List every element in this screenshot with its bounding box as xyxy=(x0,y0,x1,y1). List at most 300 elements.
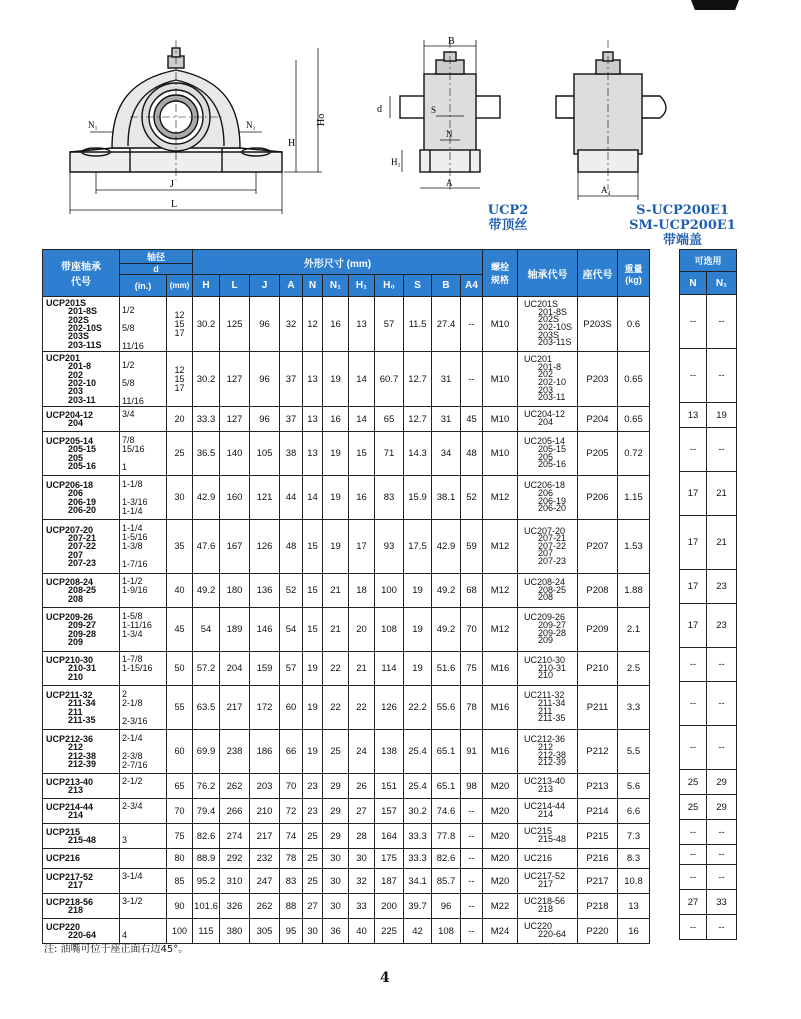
cell-designation xyxy=(43,894,120,919)
cell-n1: 30 xyxy=(323,894,349,919)
cell-h: 79.4 xyxy=(193,799,220,824)
des-line: 213 xyxy=(68,785,84,795)
caption-ucp200e1-model-sm: SM-UCP200E1 xyxy=(629,218,736,233)
side-view-drawing xyxy=(390,40,500,190)
code-line: 202-10S xyxy=(538,322,573,332)
cell-optn1: -- xyxy=(707,682,737,726)
code-line: 220-64 xyxy=(538,929,567,939)
cell-mm xyxy=(167,574,193,608)
cell-inch xyxy=(120,849,167,869)
cell-inch xyxy=(120,869,167,894)
code-line: 210-31 xyxy=(538,662,567,673)
cell-n: 15 xyxy=(303,574,323,608)
cell-bolt: M12 xyxy=(483,608,518,652)
code-line: 201-8 xyxy=(538,361,562,372)
cell-bolt: M24 xyxy=(483,919,518,944)
cell-b: 51.6 xyxy=(432,652,461,686)
inch-line xyxy=(122,454,166,463)
cell-bolt: M20 xyxy=(483,824,518,849)
cell-h0: 60.7 xyxy=(375,352,404,407)
cell-h0: 71 xyxy=(375,432,404,476)
table-row xyxy=(680,726,737,770)
caption-ucp2-model: UCP2 xyxy=(487,203,529,218)
cell-bolt: M10 xyxy=(483,297,518,352)
table-row xyxy=(680,795,737,820)
inch-line: 1-5/16 xyxy=(122,532,148,542)
cell-bearing-code xyxy=(518,774,578,799)
cell-inch xyxy=(120,476,167,520)
cell-n: 25 xyxy=(303,849,323,869)
cell-j: 247 xyxy=(250,869,280,894)
mm-line: 85 xyxy=(174,875,185,886)
mm-line: 35 xyxy=(174,541,185,551)
cell-h1: 17 xyxy=(349,520,375,574)
table-row xyxy=(43,869,650,894)
cell-b: 49.2 xyxy=(432,574,461,608)
mm-line: 12 xyxy=(174,309,185,320)
cell-j: 126 xyxy=(250,520,280,574)
cell-mm xyxy=(167,476,193,520)
des-line: 212-38 xyxy=(68,750,97,761)
cell-inch xyxy=(120,730,167,774)
cell-bolt: M10 xyxy=(483,407,518,432)
code-line: 214 xyxy=(538,809,554,819)
cell-h1: 13 xyxy=(349,297,375,352)
dim-label-h1: H₁ xyxy=(391,157,401,167)
cell-j: 203 xyxy=(250,774,280,799)
footnote: 注: 油嘴可位于座正面右边45°。 xyxy=(44,944,189,955)
table-row xyxy=(43,407,650,432)
cell-optn1: -- xyxy=(707,428,737,472)
cell-housing: P212 xyxy=(578,730,618,774)
cell-s: 42 xyxy=(404,919,432,944)
code-line: 207-22 xyxy=(538,540,567,551)
cell-housing: P203S xyxy=(578,297,618,352)
inch-line xyxy=(122,854,166,863)
cell-h: 76.2 xyxy=(193,774,220,799)
endcap-view-drawing xyxy=(556,40,666,200)
code-line: 217 xyxy=(538,879,554,889)
code-line: UC218-56 xyxy=(524,896,566,907)
cell-l: 189 xyxy=(220,608,250,652)
cell-weight: 3.3 xyxy=(618,686,650,730)
cell-bearing-code xyxy=(518,730,578,774)
cell-a: 74 xyxy=(280,824,303,849)
code-line: 207-21 xyxy=(538,533,567,544)
cell-n: 14 xyxy=(303,476,323,520)
cell-b: 82.6 xyxy=(432,849,461,869)
des-line: 206-19 xyxy=(68,496,97,507)
cell-b: 38.1 xyxy=(432,476,461,520)
cell-n: 19 xyxy=(303,730,323,774)
inch-line xyxy=(122,811,166,820)
cell-housing: P204 xyxy=(578,407,618,432)
cell-h1: 40 xyxy=(349,919,375,944)
cell-designation xyxy=(43,608,120,652)
cell-n1: 19 xyxy=(323,520,349,574)
cell-l: 262 xyxy=(220,774,250,799)
mm-line: 17 xyxy=(174,382,185,393)
cell-optn1: 29 xyxy=(707,770,737,795)
cell-a: 60 xyxy=(280,686,303,730)
des-line: 204 xyxy=(68,418,84,428)
inch-line: 1-3/16 xyxy=(122,496,148,507)
header-col-n1: N₁ xyxy=(323,275,349,297)
cell-a: 83 xyxy=(280,869,303,894)
cell-weight: 0.65 xyxy=(618,407,650,432)
code-line: UC214-44 xyxy=(524,801,566,812)
cell-j: 96 xyxy=(250,407,280,432)
cell-h0: 57 xyxy=(375,297,404,352)
header-inch: (in.) xyxy=(120,275,167,297)
cell-optn: -- xyxy=(680,820,707,845)
cell-mm xyxy=(167,730,193,774)
table-row xyxy=(680,682,737,726)
header-col-b: B xyxy=(432,275,461,297)
des-line: 209-27 xyxy=(68,620,97,631)
cell-a: 44 xyxy=(280,476,303,520)
cell-l: 204 xyxy=(220,652,250,686)
cell-a: 70 xyxy=(280,774,303,799)
des-line: 203-11 xyxy=(68,394,96,405)
cell-n1: 16 xyxy=(323,297,349,352)
des-line: 205 xyxy=(68,452,84,463)
des-line: UCP213-40 xyxy=(46,776,94,787)
cell-housing: P215 xyxy=(578,824,618,849)
cell-l: 217 xyxy=(220,686,250,730)
cell-optn1: -- xyxy=(707,349,737,403)
table-row xyxy=(43,686,650,730)
cell-b: 85.7 xyxy=(432,869,461,894)
table-row xyxy=(43,297,650,352)
cell-j: 96 xyxy=(250,297,280,352)
cell-h: 57.2 xyxy=(193,652,220,686)
cell-designation xyxy=(43,652,120,686)
code-line: 211-34 xyxy=(538,697,566,708)
code-line: UC210-30 xyxy=(524,655,566,666)
caption-ucp200e1 xyxy=(620,203,745,248)
cell-bolt: M12 xyxy=(483,476,518,520)
mm-line: 15 xyxy=(174,373,185,384)
cell-h0: 108 xyxy=(375,608,404,652)
des-line: 206 xyxy=(68,488,84,499)
code-line: 202-10 xyxy=(538,377,567,387)
cell-weight: 0.72 xyxy=(618,432,650,476)
cell-mm xyxy=(167,824,193,849)
cell-j: 186 xyxy=(250,730,280,774)
table-row xyxy=(680,403,737,428)
cell-a: 37 xyxy=(280,407,303,432)
cell-housing: P205 xyxy=(578,432,618,476)
cell-h1: 33 xyxy=(349,894,375,919)
inch-line: 2-3/16 xyxy=(122,715,148,726)
cell-housing: P216 xyxy=(578,849,618,869)
inch-line: 2 xyxy=(122,688,128,699)
table-row xyxy=(680,845,737,865)
des-line: 202-10 xyxy=(68,378,97,388)
mm-line: 90 xyxy=(174,900,185,911)
cell-designation xyxy=(43,407,120,432)
cell-h: 49.2 xyxy=(193,574,220,608)
cell-bolt: M10 xyxy=(483,352,518,407)
inch-line xyxy=(122,827,166,836)
cell-l: 266 xyxy=(220,799,250,824)
des-line: 202S xyxy=(68,314,90,325)
cell-housing: P220 xyxy=(578,919,618,944)
cell-n1: 21 xyxy=(323,608,349,652)
cell-j: 105 xyxy=(250,432,280,476)
inch-line: 1-11/16 xyxy=(122,619,152,630)
cell-h: 47.6 xyxy=(193,520,220,574)
cell-bolt: M20 xyxy=(483,869,518,894)
cell-j: 121 xyxy=(250,476,280,520)
cell-h: 101.6 xyxy=(193,894,220,919)
cell-j: 136 xyxy=(250,574,280,608)
inch-line: 15/16 xyxy=(122,443,145,454)
cell-a4: 70 xyxy=(461,608,483,652)
header-col-h: H xyxy=(193,275,220,297)
cell-a4: -- xyxy=(461,352,483,407)
inch-line xyxy=(122,639,166,648)
cell-optn: 25 xyxy=(680,770,707,795)
code-line: 205 xyxy=(538,451,554,462)
cell-h1: 16 xyxy=(349,476,375,520)
mm-line: 40 xyxy=(174,585,185,595)
des-line: 201-8S xyxy=(68,306,98,317)
cell-optn1: 21 xyxy=(707,472,737,516)
cell-mm xyxy=(167,297,193,352)
cell-a4: -- xyxy=(461,824,483,849)
code-line: UC217-52 xyxy=(524,871,566,882)
cell-s: 19 xyxy=(404,574,432,608)
cell-inch xyxy=(120,574,167,608)
cell-inch xyxy=(120,407,167,432)
cell-mm xyxy=(167,869,193,894)
cell-l: 326 xyxy=(220,894,250,919)
inch-line xyxy=(122,922,166,931)
cell-h: 54 xyxy=(193,608,220,652)
code-line: 209-28 xyxy=(538,627,567,638)
mm-line: 70 xyxy=(174,805,185,816)
cell-mm xyxy=(167,686,193,730)
cell-n: 19 xyxy=(303,686,323,730)
mm-line: 45 xyxy=(174,624,185,634)
cell-l: 180 xyxy=(220,574,250,608)
dim-label-d: d xyxy=(377,104,382,115)
inch-line xyxy=(122,673,166,682)
cell-b: 27.4 xyxy=(432,297,461,352)
cell-mm xyxy=(167,894,193,919)
cell-designation xyxy=(43,297,120,352)
header-bearing-code: 轴承代号 xyxy=(518,250,578,297)
mm-line: 60 xyxy=(174,746,185,756)
cell-bearing-code xyxy=(518,919,578,944)
cell-h0: 200 xyxy=(375,894,404,919)
cell-optn1: -- xyxy=(707,726,737,770)
table-row xyxy=(680,349,737,403)
code-line: 206-19 xyxy=(538,495,567,506)
cell-b: 34 xyxy=(432,432,461,476)
dim-label-s: S xyxy=(431,105,437,115)
optional-rows xyxy=(680,295,737,940)
cell-a4: -- xyxy=(461,799,483,824)
table-row xyxy=(43,849,650,869)
code-line: 206-20 xyxy=(538,503,567,514)
table-row xyxy=(680,295,737,349)
cell-bearing-code xyxy=(518,652,578,686)
inch-line: 7/8 xyxy=(122,434,135,445)
des-line: 211-34 xyxy=(68,698,96,709)
dim-label-a4: A₄ xyxy=(601,185,611,195)
inch-line: 3-1/4 xyxy=(122,871,143,881)
cell-weight: 16 xyxy=(618,919,650,944)
cell-s: 25.4 xyxy=(404,730,432,774)
des-line: 202-10S xyxy=(68,323,103,333)
cell-n1: 29 xyxy=(323,774,349,799)
cell-b: 96 xyxy=(432,894,461,919)
cell-b: 74.6 xyxy=(432,799,461,824)
header-shaft-d: d xyxy=(120,264,193,275)
cell-optn: 27 xyxy=(680,890,707,915)
mm-line: 65 xyxy=(174,780,185,791)
code-line: 211 xyxy=(538,705,553,716)
code-line: UC211-32 xyxy=(524,690,565,701)
cell-n: 25 xyxy=(303,869,323,894)
header-housing-code: 座代号 xyxy=(578,250,618,297)
cell-j: 262 xyxy=(250,894,280,919)
cell-bolt: M16 xyxy=(483,686,518,730)
cell-mm xyxy=(167,352,193,407)
optional-table xyxy=(679,249,737,940)
cell-h0: 164 xyxy=(375,824,404,849)
cell-b: 77.8 xyxy=(432,824,461,849)
cell-l: 238 xyxy=(220,730,250,774)
inch-line: 3/4 xyxy=(122,409,135,419)
code-line: 206 xyxy=(538,487,554,498)
des-line: UCP211-32 xyxy=(46,689,93,700)
code-line: UC207-20 xyxy=(524,525,566,536)
cell-weight: 5.6 xyxy=(618,774,650,799)
code-line: 209-27 xyxy=(538,619,567,630)
code-line: 203S xyxy=(538,329,560,340)
cell-h1: 24 xyxy=(349,730,375,774)
cell-inch xyxy=(120,297,167,352)
cell-designation xyxy=(43,432,120,476)
header-bolt: 螺栓 规格 xyxy=(483,250,518,297)
cell-j: 217 xyxy=(250,824,280,849)
cell-n1: 22 xyxy=(323,652,349,686)
table-row xyxy=(43,520,650,574)
cell-weight: 1.53 xyxy=(618,520,650,574)
cell-s: 33.3 xyxy=(404,849,432,869)
des-line: 208 xyxy=(68,593,84,604)
table-row xyxy=(43,652,650,686)
code-line: 212-39 xyxy=(538,757,567,768)
cell-h1: 20 xyxy=(349,608,375,652)
code-line: 205-15 xyxy=(538,443,567,454)
inch-line: 1 xyxy=(122,461,128,472)
caption-ucp2-desc: 带顶丝 xyxy=(488,218,528,233)
table-row xyxy=(680,865,737,890)
des-line: UCP201S xyxy=(46,298,87,309)
cell-optn: 17 xyxy=(680,570,707,604)
cell-n1: 25 xyxy=(323,730,349,774)
cell-s: 14.3 xyxy=(404,432,432,476)
inch-line: 2-1/8 xyxy=(122,697,143,708)
optional-col-n1: N₁ xyxy=(707,272,737,295)
cell-a: 37 xyxy=(280,352,303,407)
cell-j: 232 xyxy=(250,849,280,869)
cell-optn1: -- xyxy=(707,648,737,682)
code-line: 211-35 xyxy=(538,713,566,724)
cell-optn: -- xyxy=(680,428,707,472)
code-line: 207-23 xyxy=(538,555,567,566)
code-line: 212-38 xyxy=(538,749,567,760)
cell-a4: 68 xyxy=(461,574,483,608)
table-row xyxy=(43,574,650,608)
cell-n1: 29 xyxy=(323,824,349,849)
cell-designation xyxy=(43,574,120,608)
header-weight: 重量 (kg) xyxy=(618,250,650,297)
cell-l: 310 xyxy=(220,869,250,894)
cell-optn: -- xyxy=(680,682,707,726)
code-line: 207 xyxy=(538,548,554,559)
des-line: 217 xyxy=(68,880,84,890)
inch-line: 1-7/8 xyxy=(122,654,143,664)
cell-h: 115 xyxy=(193,919,220,944)
des-line: UCP216 xyxy=(46,853,81,864)
des-line: UCP214-44 xyxy=(46,801,94,812)
cell-s: 33.3 xyxy=(404,824,432,849)
cell-b: 108 xyxy=(432,919,461,944)
cell-s: 34.1 xyxy=(404,869,432,894)
cell-mm xyxy=(167,652,193,686)
inch-line xyxy=(122,881,166,890)
code-line: 203 xyxy=(538,384,554,395)
cell-bolt: M10 xyxy=(483,432,518,476)
cell-a: 88 xyxy=(280,894,303,919)
optional-title: 可选用 xyxy=(680,250,737,272)
cell-weight: 5.5 xyxy=(618,730,650,774)
code-line: UC206-18 xyxy=(524,480,566,491)
cell-n: 12 xyxy=(303,297,323,352)
cell-weight: 2.5 xyxy=(618,652,650,686)
cell-optn: 17 xyxy=(680,472,707,516)
cell-inch xyxy=(120,432,167,476)
des-line: 215-48 xyxy=(68,835,97,845)
code-line: UC215 xyxy=(524,826,553,837)
des-line: UCP206-18 xyxy=(46,479,94,490)
cell-a4: 59 xyxy=(461,520,483,574)
cell-b: 49.2 xyxy=(432,608,461,652)
cell-designation xyxy=(43,799,120,824)
cell-optn1: -- xyxy=(707,845,737,865)
cell-weight: 2.1 xyxy=(618,608,650,652)
cell-housing: P218 xyxy=(578,894,618,919)
cell-n: 13 xyxy=(303,407,323,432)
mm-line: 55 xyxy=(174,702,185,712)
header-col-n: N xyxy=(303,275,323,297)
header-shaft: 轴径 xyxy=(120,250,193,264)
cell-h1: 27 xyxy=(349,799,375,824)
cell-a: 57 xyxy=(280,652,303,686)
cell-weight: 10.8 xyxy=(618,869,650,894)
inch-line: 1-3/4 xyxy=(122,628,143,639)
cell-h1: 30 xyxy=(349,849,375,869)
inch-line: 3 xyxy=(122,835,128,845)
cell-weight: 8.3 xyxy=(618,849,650,869)
inch-line: 2-7/16 xyxy=(122,759,148,770)
